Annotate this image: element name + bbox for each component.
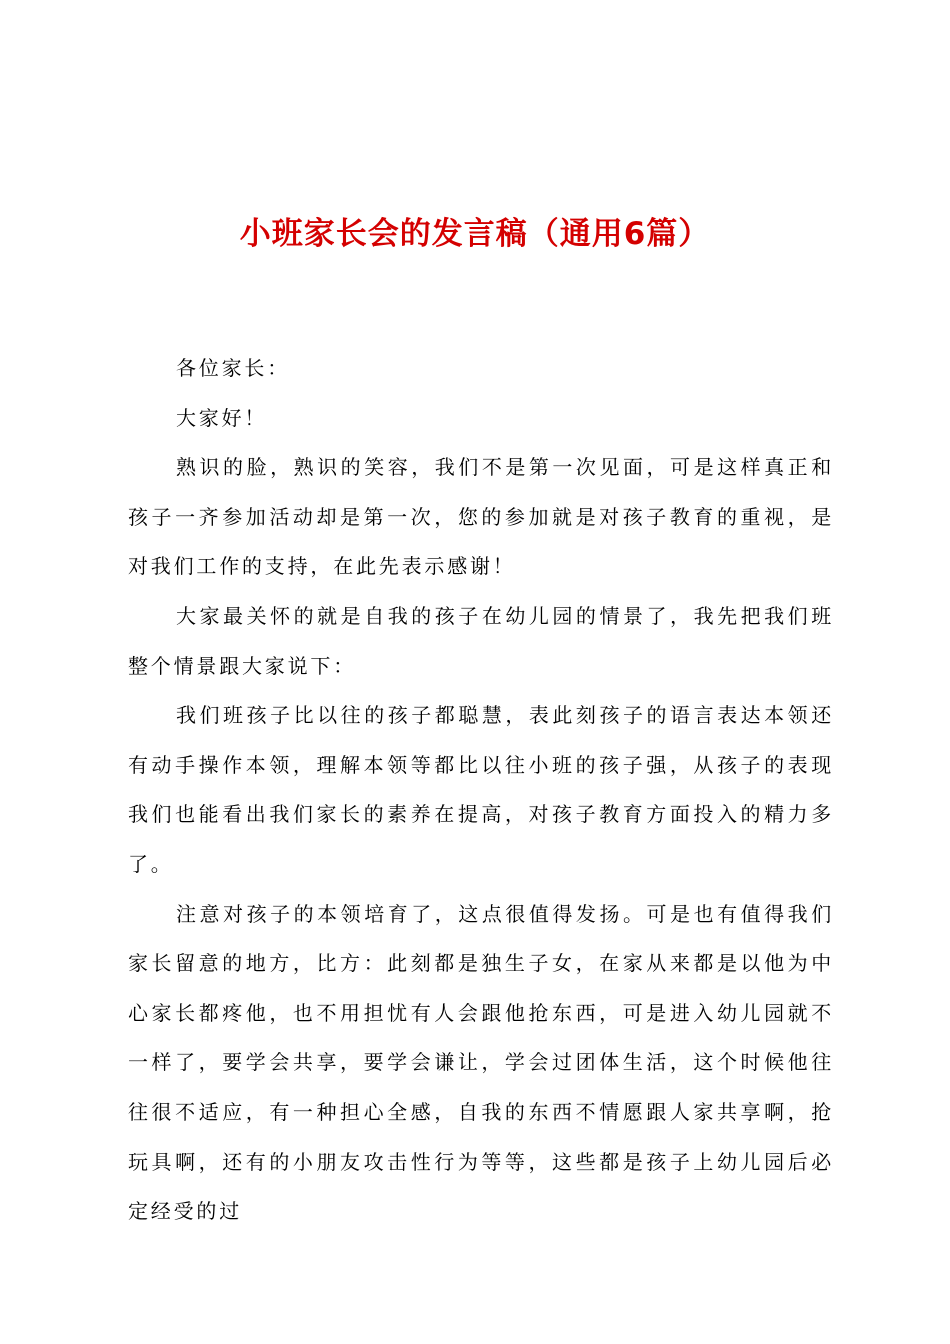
document-title: 小班家长会的发言稿（通用6篇） <box>239 216 711 252</box>
paragraph-thanks: 熟识的脸，熟识的笑容，我们不是第一次见面，可是这样真正和孩子一齐参加活动却是第一次，您的参加就是对孩子教育的重视，是对我们工作的支持，在此先表示感谢！ <box>128 455 834 579</box>
document-body <box>128 344 834 1237</box>
paragraph-greeting: 各位家长： <box>176 356 290 380</box>
paragraph-attention: 注意对孩子的本领培育了，这点很值得发扬。可是也有值得我们家长留意的地方，比方：此刻都是独生子女，在家从来都是以他为中心家长都疼他，也不用担忧有人会跟他抢东西，可是进入幼儿园就不一样了，要学会共享，要学会谦让，学会过团体生活，这个时候他往往很不适应，有一种担心全感，自我的东西不情愿跟人家共享啊，抢玩具啊，还有的小朋友攻击性行为等等，这些都是孩子上幼儿园后必定经受的过 <box>128 901 834 1224</box>
paragraph-class-situation: 大家最关怀的就是自我的孩子在幼儿园的情景了，我先把我们班整个情景跟大家说下： <box>128 603 834 678</box>
paragraph-ability: 我们班孩子比以往的孩子都聪慧，表此刻孩子的语言表达本领还有动手操作本领，理解本领等都比以往小班的孩子强，从孩子的表现我们也能看出我们家长的素养在提高，对孩子教育方面投入的精力多了。 <box>128 703 834 876</box>
paragraph-hello: 大家好！ <box>176 405 268 430</box>
